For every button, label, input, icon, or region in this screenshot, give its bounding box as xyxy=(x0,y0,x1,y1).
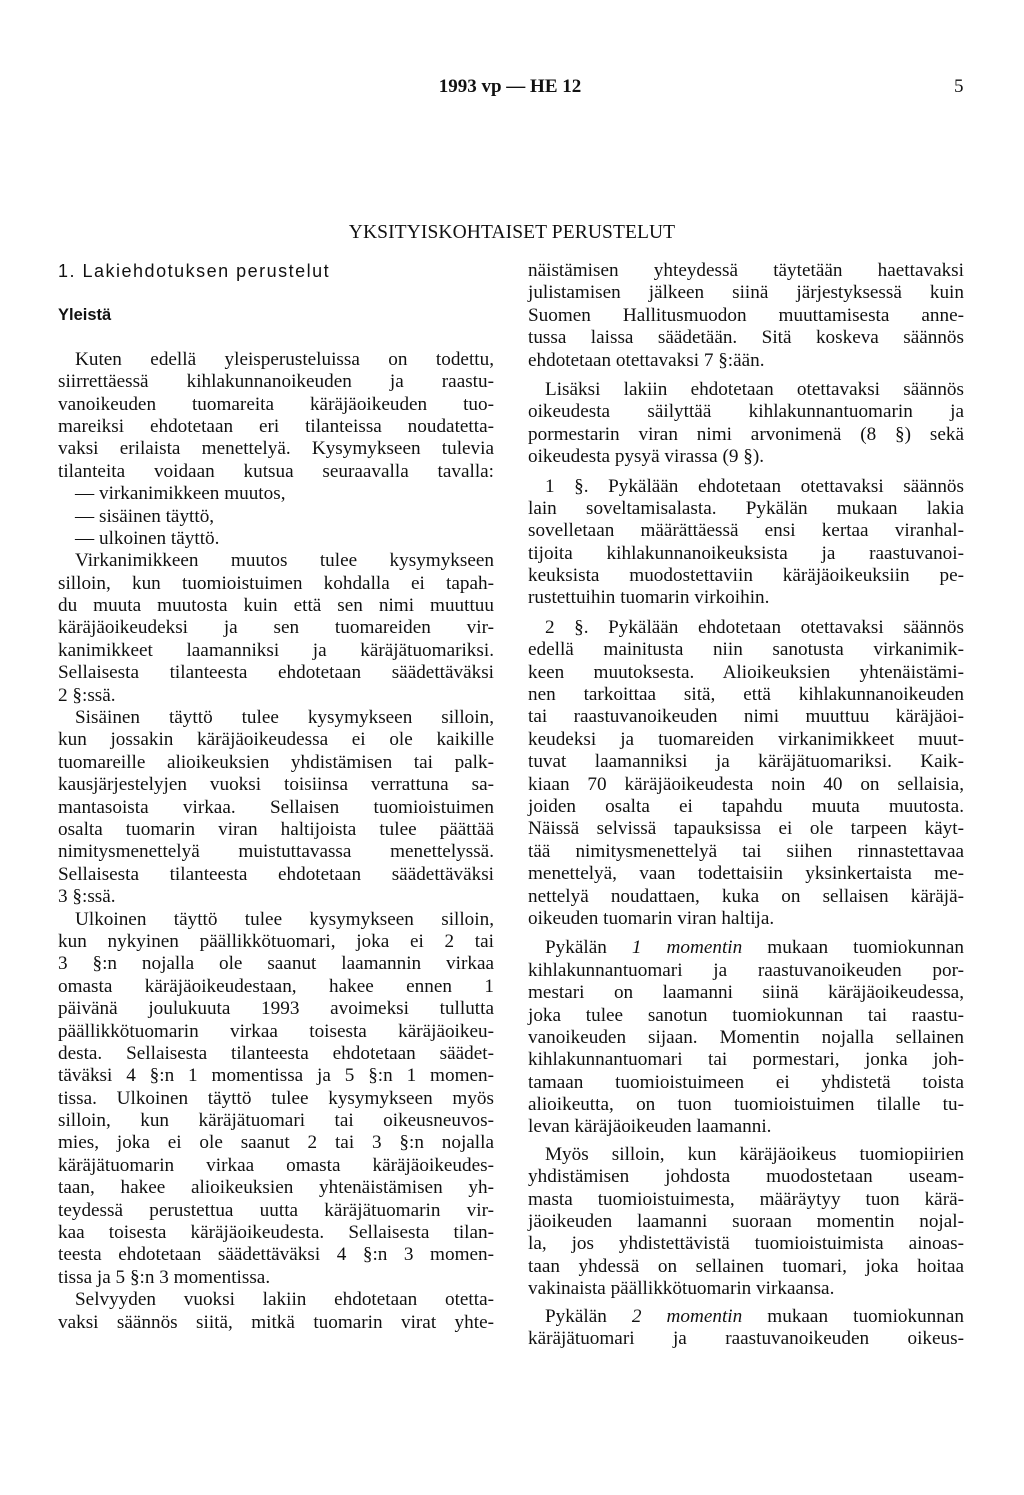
text-line: oikeudesta säilyttää kihlakunnantuomarin ja xyxy=(528,401,964,423)
running-header xyxy=(0,76,1024,100)
text-line: 3 §:n nojalla ole saanut laamannin virkaa xyxy=(58,953,494,975)
text-line xyxy=(528,937,964,959)
text-line: masta tuomioistuimesta, määräytyy tuon kärä- xyxy=(528,1188,964,1210)
text-line: tamaan tuomioistuimeen ei yhdistetä toista xyxy=(528,1071,964,1093)
text-line: tuvat laamanniksi ja käräjätuomariksi. Kaik- xyxy=(528,751,964,773)
text-line: sovelletaan määrättäessä ensi kertaa viranhal- xyxy=(528,520,964,542)
text-line: käräjätuomari ja raastuvanoikeuden oikeus- xyxy=(528,1327,964,1349)
text-line: osalta tuomarin viran haltijoista tulee päättää xyxy=(58,818,494,840)
text-line: Kuten edellä yleisperusteluissa on todettu, xyxy=(75,348,494,370)
text-line: oikeuden tuomarin viran haltija. xyxy=(528,907,775,929)
text-line xyxy=(528,1306,964,1328)
text-line: ehdotetaan otettavaksi 7 §:ään. xyxy=(528,349,765,371)
text-line: mantasoista virkaa. Sellaisen tuomioistuimen xyxy=(58,796,494,818)
text-line: tissa ja 5 §:n 3 momentissa. xyxy=(58,1266,271,1288)
text-line: edellä mainitusta niin sanotusta virkanimik- xyxy=(528,639,964,661)
text-line: kaa toisesta käräjäoikeudesta. Sellaisesta tilan- xyxy=(58,1222,494,1244)
text-line: mareiksi ehdotetaan eri tilanteissa noudatetta- xyxy=(58,415,494,437)
subsection-heading: Yleistä xyxy=(58,306,112,325)
text-line: kihlakunnantuomari ja raastuvanoikeuden por- xyxy=(528,959,964,981)
text-line: vanoikeuden sijaan. Momentin nojalla sellainen xyxy=(528,1026,964,1048)
text-line: rustettuihin tuomarin virkoihin. xyxy=(528,587,770,609)
text-line: joiden osalta ei tapahdu muuta muutosta. xyxy=(528,795,964,817)
text-segment: Pykälän xyxy=(545,937,632,959)
text-line: la, jos yhdistettävistä tuomioistuimista ainoas- xyxy=(528,1233,964,1255)
text-line: teydessä perustettua uutta käräjätuomarin vir- xyxy=(58,1199,494,1221)
text-line: 1 §. Pykälään ehdotetaan otettavaksi säännös xyxy=(545,475,964,497)
section-title: YKSITYISKOHTAISET PERUSTELUT xyxy=(348,222,676,243)
text-line: tää nimitysmenettelyä tai siihen rinnastettavaa xyxy=(528,840,964,862)
text-line: kiaan 70 käräjäoikeudesta noin 40 on sellaisia, xyxy=(528,773,964,795)
list-item: — sisäinen täyttö, xyxy=(75,505,215,527)
text-line: vaksi säännös siitä, mitkä tuomarin virat yhte- xyxy=(58,1311,494,1333)
right-column xyxy=(528,260,964,1350)
page-number: 5 xyxy=(954,76,964,97)
text-line: tissa. Ulkoinen täyttö tulee kysymykseen myös xyxy=(58,1087,494,1109)
text-line: käräjätuomarin virkaa omasta käräjäoikeudes- xyxy=(58,1154,494,1176)
text-line: tussa laissa säädetään. Sitä koskeva säännös xyxy=(528,327,964,349)
text-line: 2 §:ssä. xyxy=(58,684,116,706)
text-line: mies, joka ei ole saanut 2 tai 3 §:n nojalla xyxy=(58,1132,494,1154)
text-segment: mukaan tuomiokunnan xyxy=(742,937,964,959)
text-line: kihlakunnantuomari tai pormestari, jonka joh- xyxy=(528,1049,964,1071)
text-line: teesta ehdotetaan säädettäväksi 4 §:n 3 momen- xyxy=(58,1244,494,1266)
text-line: vanoikeuden tuomareita käräjäoikeuden tuo- xyxy=(58,393,494,415)
text-line: yhdistämisen johdosta muodostetaan useam- xyxy=(528,1166,964,1188)
text-line: vakinaista päällikkötuomarin virkaansa. xyxy=(528,1278,835,1300)
text-line: silloin, kun käräjätuomari tai oikeusneuvos- xyxy=(58,1110,494,1132)
italic-term: 1 momentin xyxy=(631,937,743,959)
text-segment: Pykälän xyxy=(545,1305,632,1327)
paragraph-spacer xyxy=(528,930,964,937)
italic-term: 2 momentin xyxy=(631,1305,743,1327)
text-line: nimitysmenettelyä muistuttavassa menettelyssä. xyxy=(58,841,494,863)
text-line: desta. Sellaisesta tilanteesta ehdotetaan säädet- xyxy=(58,1042,494,1064)
text-line: täväksi 4 §:n 1 momentissa ja 5 §:n 1 momen- xyxy=(58,1065,494,1087)
text-line: alioikeutta, on tuon tuomioistuimen tilalle tu- xyxy=(528,1094,964,1116)
text-line: taan, hakee alioikeuksien yhtenäistämisen yh- xyxy=(58,1177,494,1199)
text-line: Sisäinen täyttö tulee kysymykseen silloin, xyxy=(75,707,494,729)
text-line: keen muutoksesta. Alioikeuksien yhtenäistämi- xyxy=(528,661,964,683)
text-line: Selvyyden vuoksi lakiin ehdotetaan otetta- xyxy=(75,1289,494,1311)
text-line: Ulkoinen täyttö tulee kysymykseen silloin, xyxy=(75,908,494,930)
text-line: levan käräjäoikeuden laamanni. xyxy=(528,1116,772,1138)
section-heading: 1. Lakiehdotuksen perustelut xyxy=(58,261,331,281)
text-line: Sellaisesta tilanteesta ehdotetaan säädettäväksi xyxy=(58,863,494,885)
text-line: näistämisen yhteydessä täytetään haettavaksi xyxy=(528,260,964,281)
list-item: — virkanimikkeen muutos, xyxy=(75,483,286,505)
paragraph-spacer xyxy=(58,327,494,349)
text-line: mestari on laamanni siinä käräjäoikeudessa, xyxy=(528,982,964,1004)
paragraph-spacer xyxy=(528,610,964,617)
text-line: 3 §:ssä. xyxy=(58,886,116,908)
list-item: — ulkoinen täyttö. xyxy=(75,527,220,549)
text-line: du muuta muutosta kuin että sen nimi muuttuu xyxy=(58,595,494,617)
text-line: taan yhdessä on sellainen tuomari, joka hoitaa xyxy=(528,1255,964,1277)
text-line: vaksi erilaista menettelyä. Kysymykseen tulevia xyxy=(58,438,494,460)
text-line: siirrettäessä kihlakunnanoikeuden ja raastu- xyxy=(58,371,494,393)
paragraph-spacer xyxy=(528,469,964,476)
text-line: nen tarkoittaa sitä, että kihlakunnanoikeuden xyxy=(528,684,964,706)
text-line: kun jossakin käräjäoikeudessa ei ole kaikille xyxy=(58,729,494,751)
text-line: 2 §. Pykälään ehdotetaan otettavaksi säännös xyxy=(545,616,964,638)
header-title: 1993 vp — HE 12 xyxy=(438,76,582,97)
text-line: Näissä selvissä tapauksissa ei ole tarpeen käyt- xyxy=(528,818,964,840)
text-segment: mukaan tuomiokunnan xyxy=(742,1305,964,1327)
text-line: pormestarin viran nimi arvonimenä (8 §) sekä xyxy=(528,423,964,445)
text-line: kausjärjestelyjen vuoksi toisiinsa verrattuna sa- xyxy=(58,774,494,796)
text-line: menettelyä, vaan todettaisiin yksinkertaista me- xyxy=(528,863,964,885)
text-line: keudeksi ja tuomareiden virkanimikkeet muut- xyxy=(528,728,964,750)
text-line: oikeudesta pysyä virassa (9 §). xyxy=(528,446,765,468)
text-line: lain soveltamisalasta. Pykälän mukaan lakia xyxy=(528,497,964,519)
text-line: kanimikkeet laamanniksi ja käräjätuomariksi. xyxy=(58,639,494,661)
text-line: Suomen Hallitusmuodon muuttamisesta anne- xyxy=(528,304,964,326)
text-line: nettelyä noudattaen, kuka on sellaisen käräjä- xyxy=(528,885,964,907)
text-line: keuksista muodostettaviin käräjäoikeuksiin pe- xyxy=(528,565,964,587)
left-column xyxy=(58,260,494,1334)
paragraph-spacer xyxy=(528,372,964,379)
text-line: Virkanimikkeen muutos tulee kysymykseen xyxy=(75,550,494,572)
paragraph-spacer xyxy=(58,282,494,304)
text-line: tuomareille alioikeuksien yhdistämisen tai palk- xyxy=(58,751,494,773)
text-line: Myös silloin, kun käräjäoikeus tuomiopiirien xyxy=(545,1143,964,1165)
text-line: tilanteita voidaan kutsua seuraavalla tavalla: xyxy=(58,460,494,482)
text-line: silloin, kun tuomioistuimen kohdalla ei tapah- xyxy=(58,572,494,594)
text-line: joka tulee sanotun tuomiokunnan tai raastu- xyxy=(528,1004,964,1026)
text-line: Sellaisesta tilanteesta ehdotetaan säädettäväksi xyxy=(58,662,494,684)
text-line: päivänä joulukuuta 1993 avoimeksi tullutta xyxy=(58,998,494,1020)
text-line: päällikkötuomarin virkaa toisesta käräjäoikeu- xyxy=(58,1020,494,1042)
text-line: julistamisen jälkeen siinä järjestyksessä kuin xyxy=(528,282,964,304)
text-line: kun nykyinen päällikkötuomari, joka ei 2 tai xyxy=(58,930,494,952)
text-line: tai raastuvanoikeuden nimi muuttuu käräjäoi- xyxy=(528,706,964,728)
text-line: Lisäksi lakiin ehdotetaan otettavaksi säännös xyxy=(545,378,964,400)
text-line: jäoikeuden laamanni suoraan momentin nojal- xyxy=(528,1211,964,1233)
text-line: tijoita kihlakunnanoikeuksista ja raastuvanoi- xyxy=(528,542,964,564)
text-line: omasta käräjäoikeudestaan, hakee ennen 1 xyxy=(58,975,494,997)
text-line: käräjäoikeudeksi ja sen tuomareiden vir- xyxy=(58,617,494,639)
